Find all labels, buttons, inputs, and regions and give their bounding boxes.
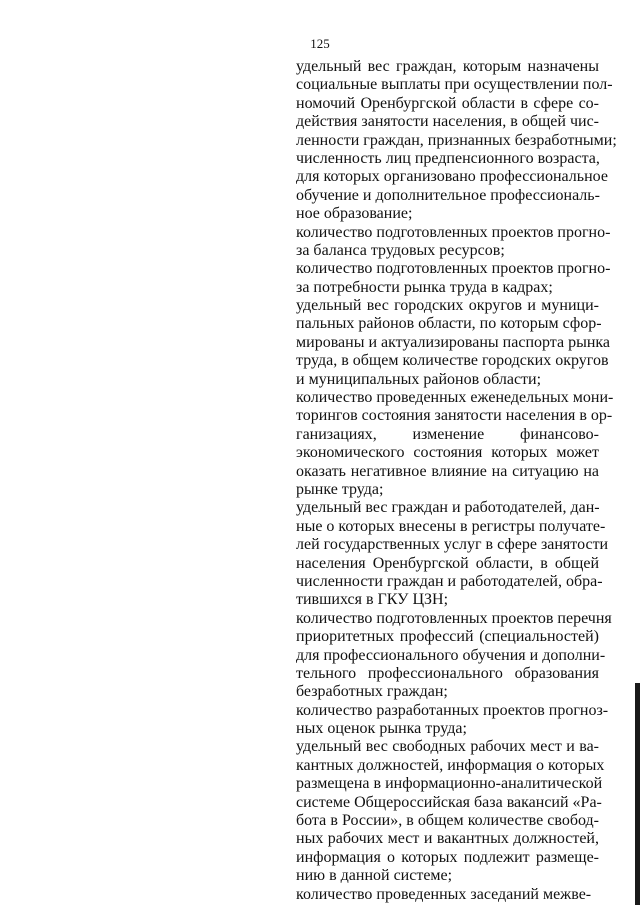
text-line: ных рабочих мест и вакантных должностей, — [296, 830, 599, 848]
text-line: ное образование; — [296, 205, 413, 223]
text-line: за баланса трудовых ресурсов; — [296, 241, 505, 259]
text-line: населения Оренбургской области, в общей — [296, 554, 599, 572]
text-line: удельный вес городских округов и муници- — [296, 297, 599, 315]
text-line: системе Общероссийская база вакансий «Ра- — [296, 793, 602, 811]
text-line: труда, в общем количестве городских округов — [296, 352, 609, 370]
body-text-column — [296, 58, 617, 904]
text-line: и муниципальных районов области; — [296, 370, 542, 388]
text-line: номочий Оренбургской области в сфере со- — [296, 94, 599, 112]
text-line: приоритетных профессий (специальностей) — [296, 628, 599, 646]
text-line: торингов состояния занятости населения в ор- — [296, 407, 613, 425]
text-line: безработных граждан; — [296, 683, 448, 701]
text-line: количество проведенных заседаний межве- — [296, 885, 592, 903]
text-line: оказать негативное влияние на ситуацию на — [296, 462, 599, 480]
text-line: количество разработанных проектов прогноз- — [296, 701, 609, 719]
text-line: тельного профессионального образования — [296, 664, 599, 682]
text-line: действия занятости населения, в общей чис- — [296, 113, 599, 131]
text-line: мированы и актуализированы паспорта рынка — [296, 333, 611, 351]
page-number: 125 — [310, 36, 330, 51]
text-line: для которых организовано профессиональное — [296, 168, 608, 186]
text-line: ные о которых внесены в регистры получате- — [296, 517, 606, 535]
text-line: лей государственных услуг в сфере занятости — [296, 536, 609, 554]
text-line: обучение и дополнительное профессиональ- — [296, 186, 600, 204]
text-line: количество проведенных еженедельных мони- — [296, 389, 614, 407]
text-line: размещена в информационно-аналитической — [296, 775, 603, 793]
text-line: пальных районов области, по которым сфор- — [296, 315, 602, 333]
text-line: численности граждан и работодателей, обра- — [296, 572, 603, 590]
text-line: для профессионального обучения и дополни- — [296, 646, 606, 664]
text-line: количество подготовленных проектов прогно- — [296, 223, 611, 241]
text-line: тившихся в ГКУ ЦЗН; — [296, 591, 449, 609]
text-line: количество подготовленных проектов прогно- — [296, 260, 611, 278]
text-line: численность лиц предпенсионного возраста, — [296, 149, 600, 167]
text-line: социальные выплаты при осуществлении пол- — [296, 76, 613, 94]
text-line: удельный вес граждан и работодателей, дан- — [296, 499, 600, 517]
text-line: удельный вес свободных рабочих мест и ва- — [296, 738, 599, 756]
text-line: ганизациях, изменение финансово- — [296, 425, 599, 443]
text-line: нию в данной системе; — [296, 867, 453, 885]
text-line: ных оценок рынка труда; — [296, 720, 467, 738]
text-line: за потребности рынка труда в кадрах; — [296, 278, 553, 296]
text-line: удельный вес граждан, которым назначены — [296, 58, 599, 75]
text-line: экономического состояния которых может — [296, 444, 599, 462]
text-line: ленности граждан, признанных безработными; — [296, 131, 617, 149]
scan-edge-shadow — [635, 683, 640, 905]
text-line: кантных должностей, информация о которых — [296, 756, 605, 774]
text-line: бота в России», в общем количестве свобод- — [296, 812, 599, 830]
text-line: рынке труда; — [296, 480, 384, 498]
text-line: информация о которых подлежит размеще- — [296, 848, 599, 866]
text-line: количество подготовленных проектов перечня — [296, 609, 612, 627]
